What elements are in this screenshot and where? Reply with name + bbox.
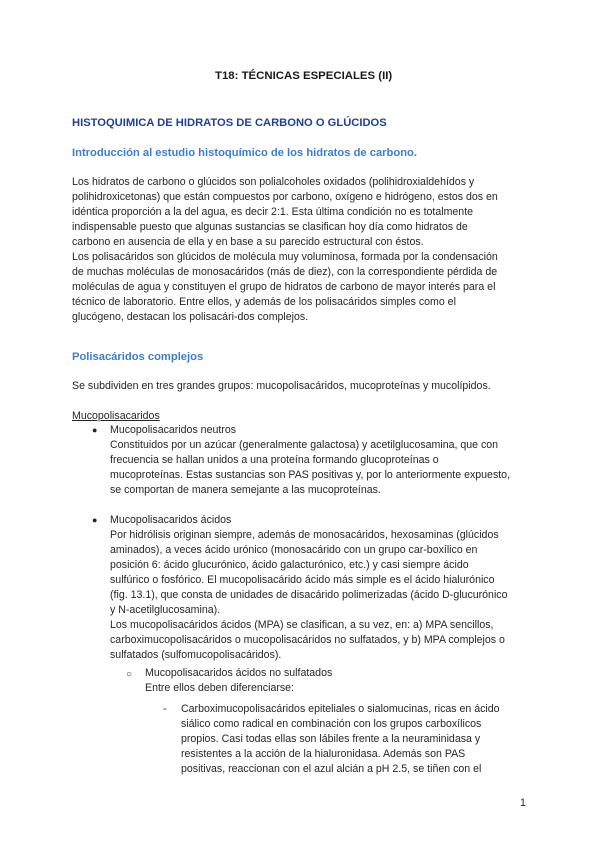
text-line: polihidroxicetonas) que están compuestos por carbono, oxígeno e hidrógeno, estos dos en — [72, 191, 498, 203]
text-line: sulfúrico o fosfórico. El mucopolisacárido ácido más simple es el ácido hialurónico — [110, 574, 495, 586]
dash-bullet-icon: - — [163, 703, 167, 715]
text-line: frecuencia se hallan unidos a una proteína formando glucoproteínas o — [110, 454, 439, 466]
text-line: carboximucopolisacáridos o mucopolisacáridos no sulfatados, y b) MPA complejos o — [110, 634, 505, 646]
text-line: posición 6: ácido glucurónico, ácido galacturónico, etc.) y casi siempre ácido — [110, 559, 469, 571]
text-line: Los polisacáridos son glúcidos de molécula muy voluminosa, formada por la condensación — [72, 251, 498, 263]
text-line: aminados), a veces ácido urónico (monosacárido con un grupo car-boxílico en — [110, 544, 478, 556]
text-line: positivas, reaccionan con el azul alcián a pH 2.5, se tiñen con el — [181, 763, 482, 775]
intro-paragraph-2 — [72, 250, 498, 325]
text-line: moléculas de agua y constituyen el grupo de hidratos de carbono de mayor interés para el — [72, 281, 496, 293]
text-line: resistentes a la acción de la hialuronidasa. Además son PAS — [181, 748, 466, 760]
document-title: T18: TÉCNICAS ESPECIALES (II) — [215, 70, 393, 82]
intro-paragraph-1 — [72, 175, 498, 250]
text-line: carbono en ausencia de ella y en base a su parecido estructural con éstos. — [72, 236, 424, 248]
text-line: Los mucopolisacáridos ácidos (MPA) se clasifican, a su vez, en: a) MPA sencillos, — [110, 619, 494, 631]
text-line: (fig. 13.1), que consta de unidades de disacárido polimerizadas (ácido D-glucurónico — [110, 589, 508, 601]
subsection-heading-complex: Polisacáridos complejos — [72, 351, 204, 363]
text-line: sulfatados (sulfomucopolisacáridos). — [110, 649, 282, 661]
mucopolisacaridos-heading: Mucopolisacaridos — [72, 410, 160, 422]
text-line: Los hidratos de carbono o glúcidos son polialcoholes oxidados (polihidroxialdehídos y — [72, 176, 475, 188]
dash-item-carboximucopolisacaridos — [181, 702, 500, 777]
sub-bullet-no-sulfatados — [145, 666, 332, 696]
text-line: Constituidos por un azúcar (generalmente galactosa) y acetilglucosamina, que con — [110, 439, 499, 451]
text-line: indispensable puesto que algunas sustancias se clasifican hoy día como hidratos de — [72, 221, 468, 233]
sub-bullet-intro: Entre ellos deben diferenciarse: — [145, 682, 294, 694]
subsection-heading-intro: Introducción al estudio histoquímico de los hidratos de carbono. — [72, 147, 417, 159]
text-line: glucógeno, destacan los polisacári-dos complejos. — [72, 311, 309, 323]
bullet-title: Mucopolisacaridos neutros — [110, 424, 237, 436]
text-line: mucoproteínas. Estas sustancias son PAS positivas y, por lo anteriormente expuesto, — [110, 469, 511, 481]
circle-bullet-icon: ○ — [126, 669, 133, 680]
sub-bullet-title: Mucopolisacaridos ácidos no sulfatados — [145, 667, 333, 679]
text-line: técnico de laboratorio. Entre ellos, y además de los polisacáridos simples como el — [72, 296, 456, 308]
text-line: de muchas moléculas de monosacáridos (más de diez), con la correspondiente pérdida de — [72, 266, 498, 278]
text-line: idéntica proporción a la del agua, es decir 2:1. Esta última condición no es totalmente — [72, 206, 474, 218]
text-line: Por hidrólisis originan siempre, además de monosacáridos, hexosaminas (glúcidos — [110, 529, 499, 541]
text-line: Carboximucopolisacáridos epiteliales o sialomucinas, ricas en ácido — [181, 703, 500, 715]
section-heading: HISTOQUIMICA DE HIDRATOS DE CARBONO O GLÚCIDOS — [72, 117, 387, 129]
text-line: se comportan de manera semejante a las mucoproteínas. — [110, 484, 381, 496]
bullet-dot-icon: ● — [92, 425, 98, 435]
page-number: 1 — [520, 797, 526, 809]
bullet-neutros — [110, 423, 510, 498]
text-line: propios. Casi todas ellas son lábiles frente a la neuraminidasa y — [181, 733, 481, 745]
bullet-acidos — [110, 513, 508, 663]
bullet-dot-icon: ● — [92, 515, 98, 525]
complex-paragraph: Se subdividen en tres grandes grupos: mucopolisacáridos, mucoproteínas y mucolípidos. — [72, 380, 491, 392]
text-line: siálico como radical en combinación con los grupos carboxílicos — [181, 718, 482, 730]
text-line: y N-acetilglucosamina). — [110, 604, 221, 616]
bullet-title: Mucopolisacaridos ácidos — [110, 514, 232, 526]
